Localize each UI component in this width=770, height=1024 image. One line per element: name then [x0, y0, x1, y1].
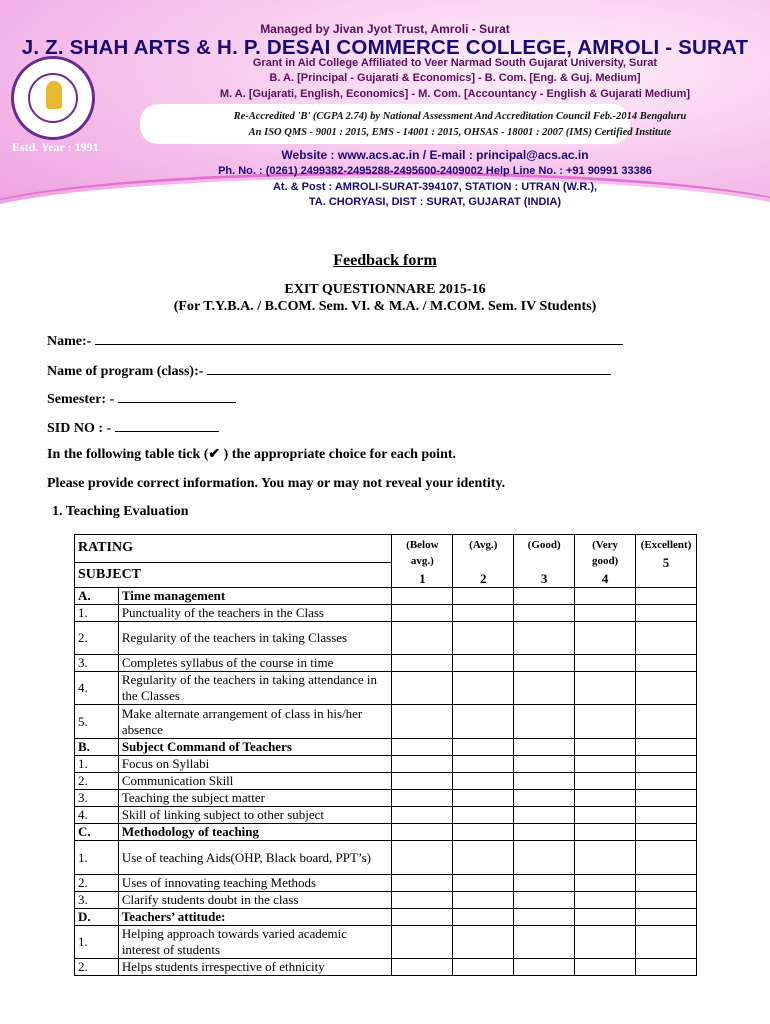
row-criterion: Methodology of teaching	[118, 824, 392, 841]
rating-cell-3[interactable]	[514, 807, 575, 824]
rating-cell-5	[636, 588, 697, 605]
row-number: 2.	[75, 773, 119, 790]
sid-blank[interactable]	[115, 417, 219, 432]
row-number: 4.	[75, 672, 119, 705]
rating-cell-5[interactable]	[636, 841, 697, 875]
college-logo	[11, 56, 95, 140]
col-number: 4	[601, 571, 609, 586]
rating-cell-3[interactable]	[514, 773, 575, 790]
table-row	[75, 756, 697, 773]
col-label: (Good)	[527, 539, 561, 551]
rating-cell-4[interactable]	[575, 672, 636, 705]
established-year: Estd. Year : 1991	[12, 140, 99, 154]
rating-cell-1[interactable]	[392, 959, 453, 976]
table-header-row	[75, 535, 697, 563]
instruction-tick: In the following table tick (✔ ) the appropriate choice for each point.	[47, 447, 457, 462]
row-number: 4.	[75, 807, 119, 824]
rating-cell-3	[514, 588, 575, 605]
rating-cell-4[interactable]	[575, 892, 636, 909]
accreditation-line: Re-Accredited 'B' (CGPA 2.74) by National Assessment And Accreditation Council Feb.-2014 Bengaluru	[233, 111, 687, 122]
row-criterion: Uses of innovating teaching Methods	[118, 875, 392, 892]
rating-cell-5[interactable]	[636, 605, 697, 622]
trust-line: Managed by Jivan Jyot Trust, Amroli - Surat	[260, 22, 510, 36]
rating-cell-4[interactable]	[575, 756, 636, 773]
row-number: 3.	[75, 655, 119, 672]
rating-cell-3	[514, 909, 575, 926]
table-row	[75, 790, 697, 807]
row-criterion: Helps students irrespective of ethnicity	[118, 959, 392, 976]
row-number: 1.	[75, 605, 119, 622]
rating-cell-5	[636, 739, 697, 756]
rating-cell-1[interactable]	[392, 790, 453, 807]
rating-cell-1[interactable]	[392, 705, 453, 739]
table-row	[75, 875, 697, 892]
rating-cell-2[interactable]	[453, 773, 514, 790]
row-criterion: Make alternate arrangement of class in his/her absence	[118, 705, 392, 739]
rating-cell-1[interactable]	[392, 622, 453, 655]
row-criterion: Clarify students doubt in the class	[118, 892, 392, 909]
table-row	[75, 841, 697, 875]
college-name: J. Z. SHAH ARTS & H. P. DESAI COMMERCE COLLEGE, AMROLI - SURAT	[21, 36, 749, 59]
col-header-1	[392, 535, 453, 588]
table-row	[75, 926, 697, 959]
rating-cell-1	[392, 824, 453, 841]
rating-cell-5[interactable]	[636, 892, 697, 909]
rating-cell-3	[514, 824, 575, 841]
col-label: (Excellent)	[640, 539, 692, 551]
rating-cell-3[interactable]	[514, 790, 575, 807]
rating-cell-1	[392, 739, 453, 756]
address-line-1: At. & Post : AMROLI-SURAT-394107, STATION : UTRAN (W.R.),	[272, 181, 598, 193]
form-audience: (For T.Y.B.A. / B.COM. Sem. VI. & M.A. / M.COM. Sem. IV Students)	[173, 299, 597, 314]
rating-cell-3[interactable]	[514, 622, 575, 655]
address-line-2: TA. CHORYASI, DIST : SURAT, GUJARAT (INDIA)	[308, 196, 562, 208]
rating-cell-5	[636, 909, 697, 926]
rating-cell-4[interactable]	[575, 807, 636, 824]
program-label: Name of program (class):-	[47, 364, 204, 379]
rating-cell-5[interactable]	[636, 655, 697, 672]
phone-line: Ph. No. : (0261) 2499382-2495288-2495600-2409002 Help Line No. : +91 90991 33386	[218, 165, 652, 177]
rating-cell-2[interactable]	[453, 892, 514, 909]
rating-cell-2[interactable]	[453, 959, 514, 976]
rating-cell-3[interactable]	[514, 959, 575, 976]
row-number: 2.	[75, 875, 119, 892]
rating-cell-4[interactable]	[575, 622, 636, 655]
rating-cell-1[interactable]	[392, 892, 453, 909]
rating-cell-5[interactable]	[636, 959, 697, 976]
row-criterion: Regularity of the teachers in taking Classes	[118, 622, 392, 655]
rating-cell-3[interactable]	[514, 926, 575, 959]
col-label: (Below avg.)	[406, 539, 439, 567]
section-heading-row	[75, 739, 697, 756]
rating-cell-5[interactable]	[636, 926, 697, 959]
row-criterion: Completes syllabus of the course in time	[118, 655, 392, 672]
row-criterion: Skill of linking subject to other subject	[118, 807, 392, 824]
table-row	[75, 773, 697, 790]
rating-cell-1[interactable]	[392, 605, 453, 622]
col-number: 2	[480, 571, 487, 586]
website-line: Website : www.acs.ac.in / E-mail : principal@acs.ac.in	[281, 148, 589, 162]
rating-cell-1	[392, 909, 453, 926]
rating-cell-2[interactable]	[453, 705, 514, 739]
col-header-5	[636, 535, 697, 588]
rating-cell-1[interactable]	[392, 773, 453, 790]
rating-cell-4	[575, 824, 636, 841]
rating-cell-4	[575, 588, 636, 605]
row-number: A.	[75, 588, 119, 605]
semester-blank[interactable]	[118, 388, 236, 403]
rating-cell-2[interactable]	[453, 756, 514, 773]
row-number: 1.	[75, 841, 119, 875]
row-number: 5.	[75, 705, 119, 739]
program-blank[interactable]	[207, 360, 611, 375]
table-row	[75, 622, 697, 655]
form-subtitle: EXIT QUESTIONNARE 2015-16	[284, 282, 486, 297]
rating-cell-2[interactable]	[453, 926, 514, 959]
rating-cell-4[interactable]	[575, 926, 636, 959]
row-number: 3.	[75, 892, 119, 909]
iso-line: An ISO QMS - 9001 : 2015, EMS - 14001 : 2015, OHSAS - 18001 : 2007 (IMS) Certified Institute	[248, 127, 672, 138]
rating-cell-5[interactable]	[636, 705, 697, 739]
table-row	[75, 959, 697, 976]
rating-cell-4[interactable]	[575, 705, 636, 739]
row-number: 2.	[75, 622, 119, 655]
section-heading-row	[75, 824, 697, 841]
program-field[interactable]	[47, 360, 611, 380]
letterhead	[0, 0, 770, 222]
rating-cell-2	[453, 909, 514, 926]
rating-cell-1[interactable]	[392, 672, 453, 705]
rating-cell-4	[575, 909, 636, 926]
ma-line: M. A. [Gujarati, English, Economics] - M. Com. [Accountancy - English & Gujarati Medium]	[219, 88, 691, 100]
sid-field[interactable]	[47, 417, 219, 437]
col-number: 5	[662, 555, 670, 570]
rating-cell-4[interactable]	[575, 959, 636, 976]
name-field[interactable]	[47, 330, 623, 350]
rating-cell-3[interactable]	[514, 705, 575, 739]
rating-cell-5[interactable]	[636, 773, 697, 790]
rating-cell-4	[575, 739, 636, 756]
rating-cell-2	[453, 588, 514, 605]
table-row	[75, 672, 697, 705]
rating-cell-3[interactable]	[514, 875, 575, 892]
ba-line: B. A. [Principal - Gujarati & Economics] - B. Com. [Eng. & Guj. Medium]	[269, 72, 641, 84]
section-heading-row	[75, 588, 697, 605]
col-label: (Avg.)	[469, 539, 498, 551]
rating-cell-4[interactable]	[575, 841, 636, 875]
rating-cell-2[interactable]	[453, 622, 514, 655]
accreditation-band	[140, 104, 630, 144]
table-row	[75, 655, 697, 672]
rating-cell-2	[453, 824, 514, 841]
lamp-icon	[46, 81, 62, 109]
rating-cell-3[interactable]	[514, 756, 575, 773]
rating-cell-2[interactable]	[453, 672, 514, 705]
rating-cell-3[interactable]	[514, 605, 575, 622]
rating-cell-4[interactable]	[575, 605, 636, 622]
semester-label: Semester: -	[47, 392, 115, 407]
rating-cell-2[interactable]	[453, 655, 514, 672]
row-criterion: Time management	[118, 588, 392, 605]
row-number: 2.	[75, 959, 119, 976]
section-title: 1. Teaching Evaluation	[52, 504, 189, 519]
rating-cell-1[interactable]	[392, 756, 453, 773]
row-criterion: Punctuality of the teachers in the Class	[118, 605, 392, 622]
row-criterion: Teaching the subject matter	[118, 790, 392, 807]
rating-cell-1[interactable]	[392, 875, 453, 892]
name-blank[interactable]	[95, 330, 623, 345]
rating-cell-3[interactable]	[514, 655, 575, 672]
rating-cell-5	[636, 824, 697, 841]
rating-header: RATING	[75, 535, 392, 563]
grant-line: Grant in Aid College Affiliated to Veer Narmad South Gujarat University, Surat	[252, 57, 658, 69]
row-number: 1.	[75, 926, 119, 959]
rating-cell-4[interactable]	[575, 875, 636, 892]
rating-cell-2[interactable]	[453, 807, 514, 824]
section-heading-row	[75, 909, 697, 926]
table-row	[75, 807, 697, 824]
rating-cell-5[interactable]	[636, 672, 697, 705]
rating-cell-3[interactable]	[514, 841, 575, 875]
rating-cell-5[interactable]	[636, 622, 697, 655]
row-criterion: Regularity of the teachers in taking attendance in the Classes	[118, 672, 392, 705]
col-header-3	[514, 535, 575, 588]
rating-cell-4[interactable]	[575, 655, 636, 672]
col-number: 3	[540, 571, 548, 586]
table-row	[75, 892, 697, 909]
instruction-identity: Please provide correct information. You may or may not reveal your identity.	[47, 476, 506, 491]
col-header-4	[575, 535, 636, 588]
rating-cell-1	[392, 588, 453, 605]
row-number: B.	[75, 739, 119, 756]
rating-cell-3[interactable]	[514, 892, 575, 909]
rating-cell-1[interactable]	[392, 655, 453, 672]
rating-cell-3	[514, 739, 575, 756]
row-number: C.	[75, 824, 119, 841]
rating-cell-1[interactable]	[392, 807, 453, 824]
row-number: D.	[75, 909, 119, 926]
rating-cell-2[interactable]	[453, 605, 514, 622]
row-number: 3.	[75, 790, 119, 807]
rating-cell-5[interactable]	[636, 756, 697, 773]
table-row	[75, 605, 697, 622]
table-row	[75, 705, 697, 739]
name-label: Name:-	[47, 334, 92, 349]
row-criterion: Use of teaching Aids(OHP, Black board, PPT’s)	[118, 841, 392, 875]
col-number: 1	[419, 571, 426, 586]
row-criterion: Communication Skill	[118, 773, 392, 790]
rating-cell-2[interactable]	[453, 841, 514, 875]
row-criterion: Teachers’ attitude:	[118, 909, 392, 926]
rating-cell-5[interactable]	[636, 807, 697, 824]
rating-cell-2[interactable]	[453, 875, 514, 892]
subject-header: SUBJECT	[75, 562, 392, 587]
rating-cell-5[interactable]	[636, 790, 697, 807]
rating-cell-1[interactable]	[392, 926, 453, 959]
rating-cell-4[interactable]	[575, 773, 636, 790]
rating-cell-2	[453, 739, 514, 756]
col-label: (Very good)	[591, 539, 619, 567]
row-criterion: Focus on Syllabi	[118, 756, 392, 773]
semester-field[interactable]	[47, 388, 236, 408]
sid-label: SID NO : -	[47, 421, 112, 436]
rating-cell-5[interactable]	[636, 875, 697, 892]
teaching-evaluation-table	[74, 534, 697, 976]
rating-cell-3[interactable]	[514, 672, 575, 705]
form-title: Feedback form	[333, 252, 437, 269]
rating-cell-2[interactable]	[453, 790, 514, 807]
rating-cell-1[interactable]	[392, 841, 453, 875]
rating-cell-4[interactable]	[575, 790, 636, 807]
col-header-2	[453, 535, 514, 588]
row-number: 1.	[75, 756, 119, 773]
row-criterion: Subject Command of Teachers	[118, 739, 392, 756]
row-criterion: Helping approach towards varied academic interest of students	[118, 926, 392, 959]
